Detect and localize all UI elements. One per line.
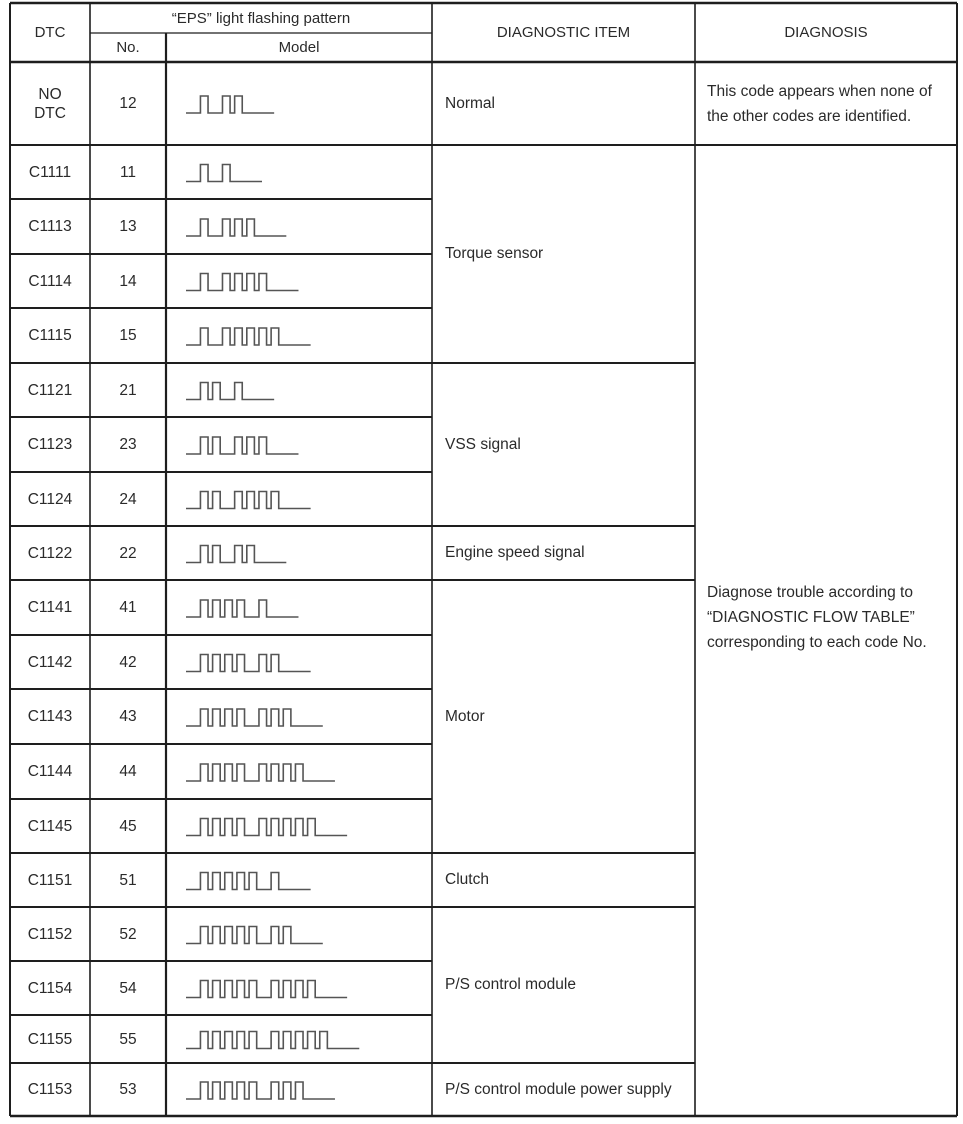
flash-pattern-waveform (186, 383, 274, 400)
code-number: 43 (119, 708, 137, 725)
code-number: 23 (119, 436, 137, 453)
dtc-code: C1144 (27, 763, 73, 780)
code-number: 41 (119, 599, 137, 616)
dtc-code: C1114 (28, 272, 72, 290)
header-model: Model (278, 39, 320, 56)
header-dtc: DTC (34, 24, 66, 41)
code-number: 55 (119, 1030, 137, 1048)
code-number: 12 (119, 95, 137, 112)
flash-pattern-waveform (186, 96, 274, 113)
code-number: 13 (119, 218, 137, 235)
flash-pattern-waveform (186, 219, 286, 236)
diagnostic-item: P/S control module (445, 976, 576, 993)
code-number: 11 (119, 163, 137, 181)
flash-pattern-waveform (186, 764, 335, 781)
diagnostic-item: Clutch (445, 871, 489, 888)
dtc-code: NO DTC (34, 85, 66, 122)
flash-pattern-waveform (186, 600, 298, 617)
header-diagnosis: DIAGNOSIS (784, 24, 868, 41)
code-number: 22 (119, 544, 137, 562)
flash-pattern-waveform (186, 546, 286, 563)
code-number: 53 (119, 1081, 137, 1098)
flash-pattern-waveform (186, 981, 347, 998)
diagnostic-item: P/S control module power supply (445, 1080, 672, 1098)
diagnostic-item: VSS signal (445, 435, 521, 453)
code-number: 45 (119, 817, 137, 835)
diagnosis-text: This code appears when none of the other codes are identified. (707, 82, 932, 125)
diagnosis-text: Diagnose trouble according to “DIAGNOSTIC FLOW TABLE” corresponding to each code No. (707, 584, 927, 651)
dtc-code: C1143 (27, 708, 73, 725)
code-number: 21 (119, 381, 137, 399)
flash-pattern-waveform (186, 274, 298, 291)
flash-pattern-waveform (186, 492, 311, 509)
flash-pattern-waveform (186, 165, 262, 182)
diagnostic-item: Engine speed signal (445, 544, 585, 561)
dtc-code: C1155 (27, 1030, 73, 1048)
dtc-code: C1151 (27, 871, 73, 889)
dtc-code: C1111 (28, 163, 72, 181)
dtc-code: C1153 (27, 1081, 73, 1098)
flash-pattern-waveform (186, 655, 311, 672)
flash-pattern-waveform (186, 709, 323, 726)
dtc-code: C1145 (27, 817, 73, 835)
dtc-code: C1113 (28, 218, 72, 235)
dtc-code: C1152 (27, 925, 73, 943)
dtc-code: C1121 (27, 381, 73, 399)
dtc-code: C1124 (27, 490, 73, 508)
flash-pattern-waveform (186, 437, 298, 454)
code-number: 15 (119, 327, 137, 344)
code-number: 51 (119, 871, 137, 889)
dtc-code: C1122 (27, 544, 73, 562)
code-number: 42 (119, 653, 137, 671)
diagnostic-item: Motor (445, 707, 485, 725)
diagnostic-item: Normal (445, 94, 495, 112)
flash-pattern-waveform (186, 328, 311, 345)
code-number: 54 (119, 979, 137, 997)
header-eps-pattern: “EPS” light flashing pattern (171, 9, 351, 27)
flash-pattern-waveform (186, 1082, 335, 1099)
flash-pattern-waveform (186, 819, 347, 836)
code-number: 24 (119, 490, 137, 508)
diagnostic-item: Torque sensor (445, 245, 544, 262)
code-number: 14 (119, 272, 137, 290)
dtc-code: C1123 (27, 436, 73, 453)
code-number: 52 (119, 925, 137, 943)
dtc-code: C1141 (27, 599, 73, 616)
dtc-code: C1142 (27, 653, 73, 671)
dtc-code: C1154 (27, 979, 73, 997)
dtc-code: C1115 (28, 327, 72, 344)
header-diagnostic-item: DIAGNOSTIC ITEM (496, 24, 631, 41)
header-no: No. (116, 39, 140, 56)
flash-pattern-waveform (186, 927, 323, 944)
code-number: 44 (119, 763, 137, 780)
flash-pattern-waveform (186, 1032, 359, 1049)
flash-pattern-waveform (186, 873, 311, 890)
